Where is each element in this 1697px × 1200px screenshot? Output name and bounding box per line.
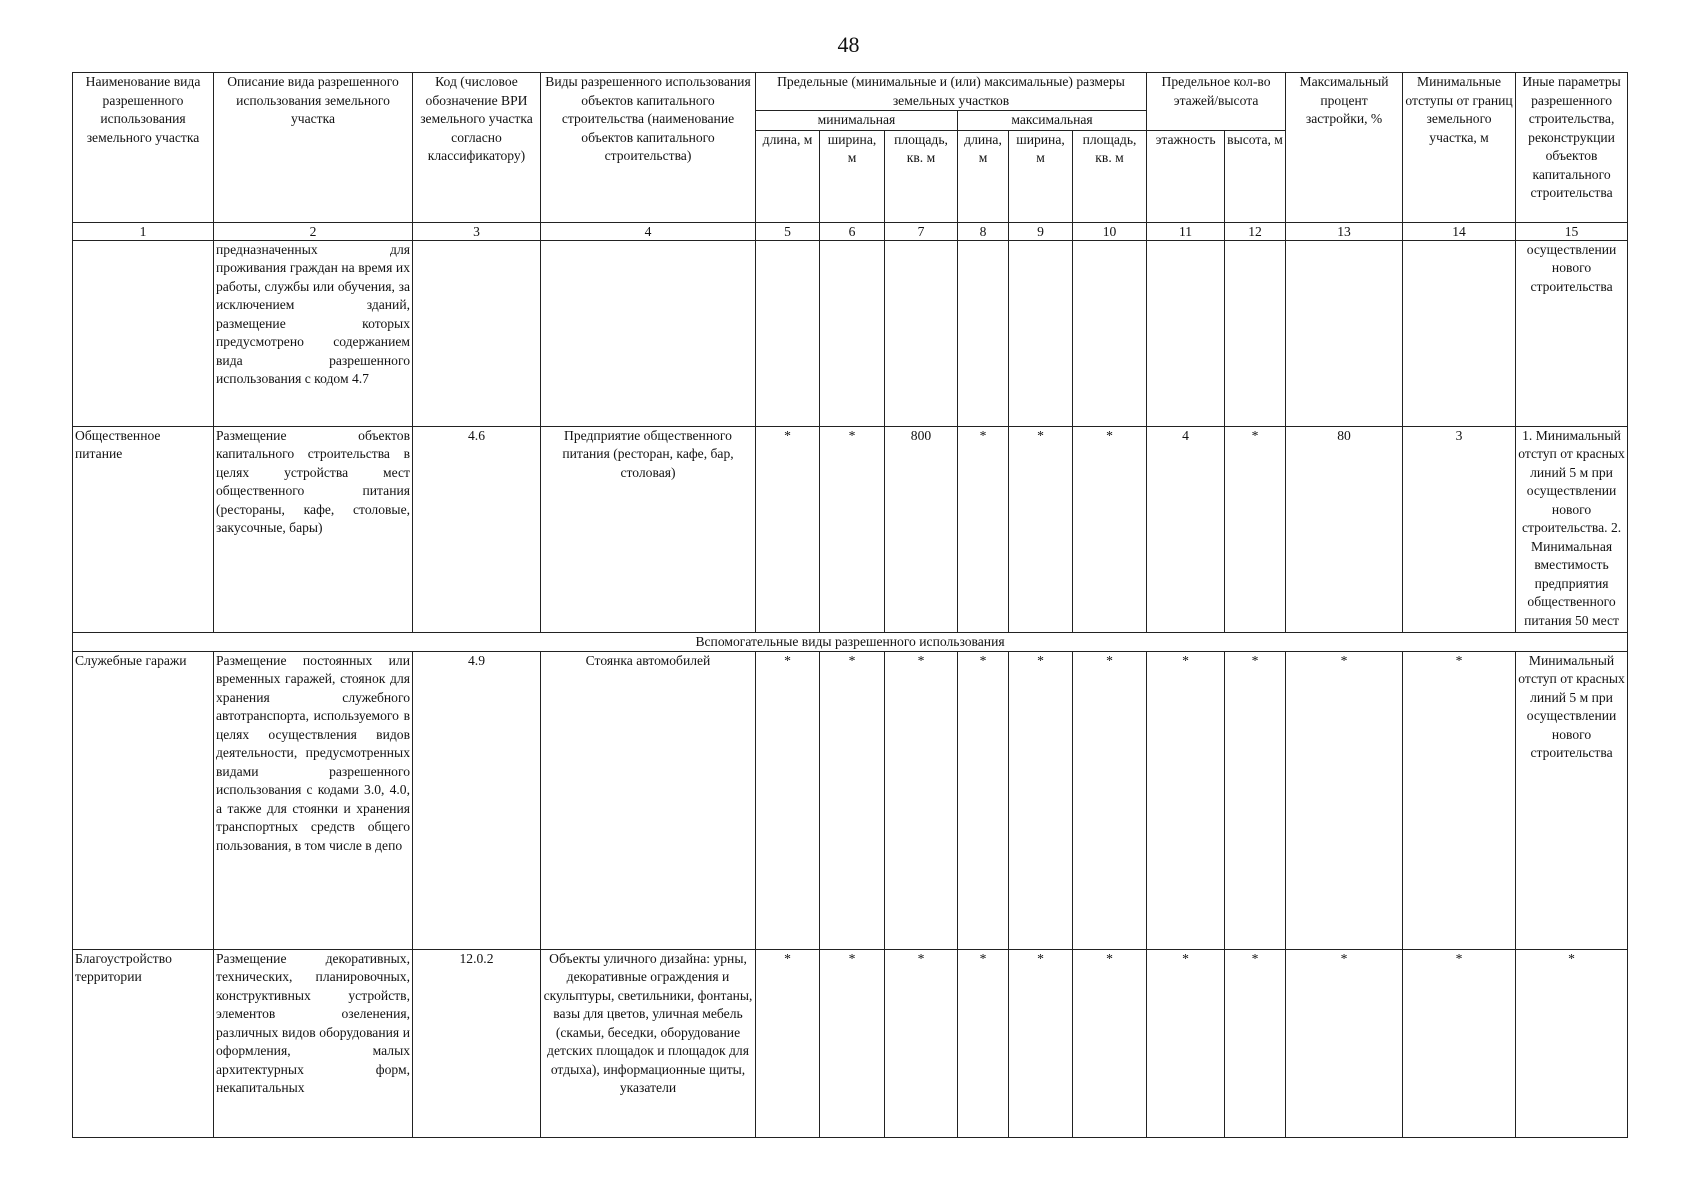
use-objects: [541, 240, 756, 426]
value-cell: *: [1225, 949, 1286, 1137]
value-cell: [1073, 240, 1147, 426]
value-cell: *: [1009, 426, 1073, 632]
column-number-row: [73, 222, 1628, 240]
table-row: [73, 949, 1628, 1137]
header-min-setbacks: Минимальные отступы от границ земельного участка, м: [1403, 73, 1516, 223]
section-title: Вспомогательные виды разрешенного использования: [73, 632, 1628, 651]
value-cell: 4: [1147, 426, 1225, 632]
header-code: Код (числовое обозначение ВРИ земельного участка согласно классификатору): [413, 73, 541, 223]
value-cell: [1147, 240, 1225, 426]
use-description: Размещение декоративных, технических, планировочных, конструктивных устройств, элементов озеленения, различных видов оборудования и оформления, малых архитектурных форм, некапитальных: [214, 949, 413, 1137]
value-cell: [820, 240, 885, 426]
page-number: 48: [837, 32, 860, 57]
table-row: [73, 651, 1628, 949]
value-cell: 80: [1286, 426, 1403, 632]
use-name: [73, 240, 214, 426]
value-cell: *: [1286, 949, 1403, 1137]
value-cell: [1009, 240, 1073, 426]
header-floors-height: Предельное кол-во этажей/высота: [1147, 73, 1286, 131]
value-cell: *: [1147, 949, 1225, 1137]
header-floors: этажность: [1147, 130, 1225, 222]
header-row-1: [73, 73, 1628, 111]
value-cell: 800: [885, 426, 958, 632]
column-number: 6: [820, 222, 885, 240]
value-cell: *: [1403, 651, 1516, 949]
use-description: Размещение объектов капитального строительства в целях устройства мест общественного питания (рестораны, кафе, столовые, закусочные, бары): [214, 426, 413, 632]
column-number: 14: [1403, 222, 1516, 240]
value-cell: 3: [1403, 426, 1516, 632]
value-cell: *: [820, 651, 885, 949]
header-min-width: ширина, м: [820, 130, 885, 222]
value-cell: *: [958, 651, 1009, 949]
use-other-params: 1. Минимальный отступ от красных линий 5 м при осуществлении нового строительства. 2. Минимальная вместимость предприятия общественного питания 50 мест: [1516, 426, 1628, 632]
header-max-build-percent: Максимальный процент застройки, %: [1286, 73, 1403, 223]
value-cell: [1286, 240, 1403, 426]
use-code: 4.9: [413, 651, 541, 949]
use-name: Служебные гаражи: [73, 651, 214, 949]
header-name: Наименование вида разрешенного использования земельного участка: [73, 73, 214, 223]
value-cell: *: [1073, 949, 1147, 1137]
column-number: 5: [756, 222, 820, 240]
table-row: [73, 240, 1628, 426]
use-description: предназначенных для проживания граждан на время их работы, службы или обучения, за исключением зданий, размещение которых предусмотрено содержанием вида разрешенного использования с кодом 4.7: [214, 240, 413, 426]
value-cell: *: [756, 426, 820, 632]
value-cell: [885, 240, 958, 426]
value-cell: [958, 240, 1009, 426]
value-cell: *: [885, 651, 958, 949]
value-cell: *: [885, 949, 958, 1137]
value-cell: *: [1009, 651, 1073, 949]
column-number: 4: [541, 222, 756, 240]
column-number: 12: [1225, 222, 1286, 240]
value-cell: *: [1403, 949, 1516, 1137]
use-objects: Объекты уличного дизайна: урны, декоративные ограждения и скульптуры, светильники, фонтаны, вазы для цветов, уличная мебель (скамьи, беседки, оборудование детских площадок и площадок для отдыха), информационные щиты, указатели: [541, 949, 756, 1137]
column-number: 10: [1073, 222, 1147, 240]
use-code: 12.0.2: [413, 949, 541, 1137]
use-code: [413, 240, 541, 426]
value-cell: *: [756, 651, 820, 949]
column-number: 13: [1286, 222, 1403, 240]
column-number: 7: [885, 222, 958, 240]
column-number: 2: [214, 222, 413, 240]
value-cell: *: [756, 949, 820, 1137]
use-other-params: осуществлении нового строительства: [1516, 240, 1628, 426]
header-min-area: площадь, кв. м: [885, 130, 958, 222]
value-cell: [1225, 240, 1286, 426]
value-cell: *: [958, 426, 1009, 632]
value-cell: *: [958, 949, 1009, 1137]
use-code: 4.6: [413, 426, 541, 632]
header-description: Описание вида разрешенного использования земельного участка: [214, 73, 413, 223]
use-objects: Стоянка автомобилей: [541, 651, 756, 949]
use-other-params: *: [1516, 949, 1628, 1137]
value-cell: *: [820, 426, 885, 632]
header-min-length: длина, м: [756, 130, 820, 222]
column-number: 15: [1516, 222, 1628, 240]
use-objects: Предприятие общественного питания (ресторан, кафе, бар, столовая): [541, 426, 756, 632]
header-plot-sizes: Предельные (минимальные и (или) максимальные) размеры земельных участков: [756, 73, 1147, 111]
header-other-params: Иные параметры разрешенного строительства, реконструкции объектов капитального строительства: [1516, 73, 1628, 223]
value-cell: *: [820, 949, 885, 1137]
value-cell: *: [1009, 949, 1073, 1137]
header-max-width: ширина, м: [1009, 130, 1073, 222]
table-row: [73, 426, 1628, 632]
column-number: 11: [1147, 222, 1225, 240]
value-cell: [756, 240, 820, 426]
value-cell: [1403, 240, 1516, 426]
column-number: 8: [958, 222, 1009, 240]
use-name: Общественное питание: [73, 426, 214, 632]
header-objects: Виды разрешенного использования объектов капитального строительства (наименование объектов капитального строительства): [541, 73, 756, 223]
header-minimal: минимальная: [756, 111, 958, 131]
use-other-params: Минимальный отступ от красных линий 5 м при осуществлении нового строительства: [1516, 651, 1628, 949]
header-height: высота, м: [1225, 130, 1286, 222]
column-number: 1: [73, 222, 214, 240]
use-description: Размещение постоянных или временных гаражей, стоянок для хранения служебного автотранспорта, используемого в целях осуществления видов деятельности, предусмотренных видами разрешенного использования с кодами 3.0, 4.0, а также для стоянки и хранения транспортных средств общего пользования, в том числе в депо: [214, 651, 413, 949]
value-cell: *: [1225, 651, 1286, 949]
section-row: [73, 632, 1628, 651]
header-maximal: максимальная: [958, 111, 1147, 131]
value-cell: *: [1286, 651, 1403, 949]
column-number: 9: [1009, 222, 1073, 240]
header-max-length: длина, м: [958, 130, 1009, 222]
value-cell: *: [1073, 651, 1147, 949]
value-cell: *: [1147, 651, 1225, 949]
value-cell: *: [1225, 426, 1286, 632]
use-name: Благоустройство территории: [73, 949, 214, 1137]
regulations-table: [72, 72, 1628, 1138]
header-max-area: площадь, кв. м: [1073, 130, 1147, 222]
value-cell: *: [1073, 426, 1147, 632]
column-number: 3: [413, 222, 541, 240]
